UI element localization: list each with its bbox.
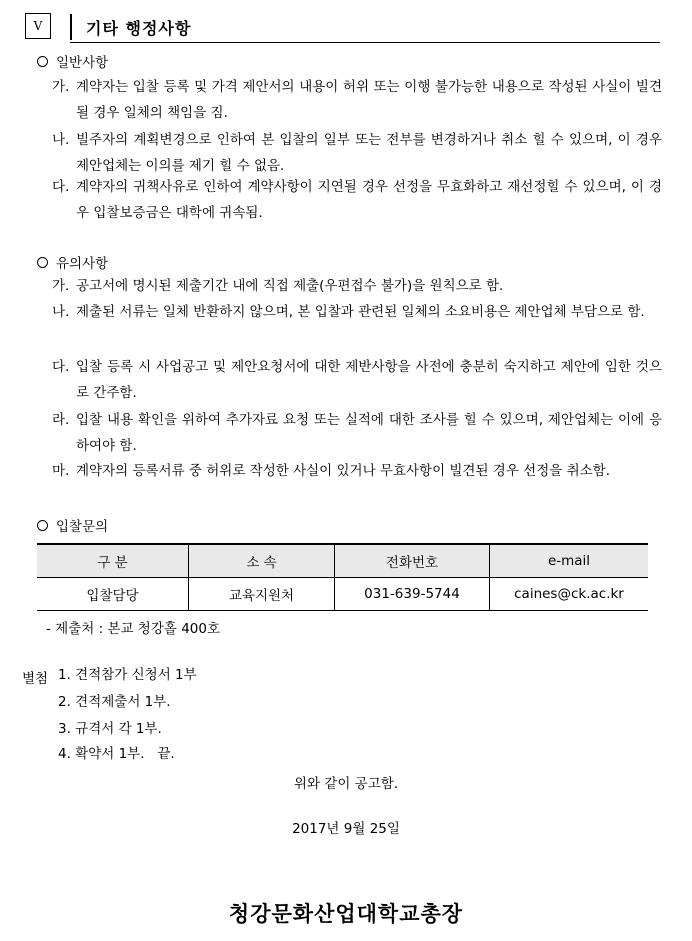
caution-heading xyxy=(37,252,108,272)
enclosure-label: 별첨 xyxy=(22,671,49,687)
header-department: 소 속 xyxy=(189,544,335,578)
section-number: Ⅴ xyxy=(25,13,51,39)
caution-heading-label: 유의사항 xyxy=(56,256,109,272)
header-email: e-mail xyxy=(490,544,649,578)
item-marker: 가. xyxy=(52,79,70,95)
caution-item xyxy=(52,354,662,406)
enclosure-item: 1. 견적참가 신청서 1부 xyxy=(58,667,197,683)
general-item xyxy=(52,174,662,226)
header-phone: 전화번호 xyxy=(335,544,490,578)
item-text: 입찰 등록 시 사업공고 및 제안요청서에 대한 제반사항을 사전에 충분히 숙지하고 제안에 임한 것으로 간주함. xyxy=(76,359,662,401)
cell-category: 입찰담당 xyxy=(37,578,189,611)
item-text: 빌주자의 계획변경으로 인하여 본 입찰의 일부 또는 전부를 변경하거나 취소 힐 수 있으며, 이 경우 제안업체는 이의를 제기 힐 수 없음. xyxy=(76,132,662,174)
caution-item xyxy=(52,273,662,299)
general-item xyxy=(52,74,662,126)
enclosure-item: 4. 확약서 1부. 끝. xyxy=(58,746,175,762)
circle-bullet-icon xyxy=(37,520,48,531)
enclosure-item: 2. 견적제출서 1부. xyxy=(58,694,171,710)
cell-email: caines@ck.ac.kr xyxy=(490,578,649,611)
item-marker: 나. xyxy=(52,132,70,148)
inquiry-heading xyxy=(37,515,108,535)
cell-department: 교육지원처 xyxy=(189,578,335,611)
caution-item xyxy=(52,299,662,325)
item-text: 계약자의 등록서류 중 허위로 작성한 사실이 있거나 무효사항이 빌견된 경우 선정을 취소함. xyxy=(76,463,611,479)
item-text: 계약자는 입찰 등록 및 가격 제안서의 내용이 허위 또는 이행 불가능한 내용으로 작성된 사실이 빌견될 경우 일체의 책임을 짐. xyxy=(76,79,662,121)
general-heading-label: 일반사항 xyxy=(56,55,109,71)
inquiry-heading-label: 입찰문의 xyxy=(56,519,109,535)
section-divider xyxy=(70,14,72,40)
table-header-row xyxy=(37,544,648,578)
announcement-text: 위와 같이 공고함. xyxy=(293,776,399,792)
enclosure-item: 3. 규격서 각 1부. xyxy=(58,721,162,737)
section-underline xyxy=(70,42,660,43)
item-marker: 다. xyxy=(52,179,70,195)
item-marker: 다. xyxy=(52,359,70,375)
item-marker: 마. xyxy=(52,463,70,479)
inquiry-table xyxy=(37,543,648,611)
item-marker: 가. xyxy=(52,278,70,294)
cell-phone: 031-639-5744 xyxy=(335,578,490,611)
item-text: 제출된 서류는 일체 반환하지 않으며, 본 입찰과 관련된 일체의 소요비용은 제안업체 부담으로 함. xyxy=(76,304,645,320)
item-text: 공고서에 명시된 제출기간 내에 직접 제출(우편접수 불가)을 원칙으로 함. xyxy=(76,278,504,294)
general-item xyxy=(52,127,662,179)
circle-bullet-icon xyxy=(37,257,48,268)
section-title: 기타 행정사항 xyxy=(86,19,192,38)
general-heading xyxy=(37,51,108,71)
item-text: 계약자의 귀책사유로 인하여 계약사항이 지연될 경우 선정을 무효화하고 재선정힐 수 있으며, 이 경우 입찰보증금은 대학에 귀속됨. xyxy=(76,179,662,221)
caution-item xyxy=(52,407,662,459)
signer-name: 청강문화산업대학교총장 xyxy=(228,901,464,926)
item-marker: 라. xyxy=(52,412,70,428)
item-text: 입찰 내용 확인을 위하여 추가자료 요청 또는 실적에 대한 조사를 힐 수 있으며, 제안업체는 이에 응하여야 함. xyxy=(76,412,662,454)
item-marker: 나. xyxy=(52,304,70,320)
header-category: 구 분 xyxy=(37,544,189,578)
table-row xyxy=(37,578,648,611)
circle-bullet-icon xyxy=(37,56,48,67)
caution-item xyxy=(52,458,662,484)
announcement-date: 2017년 9월 25일 xyxy=(292,821,400,837)
submission-location: - 제출처 : 본교 청강홀 400호 xyxy=(46,621,221,637)
